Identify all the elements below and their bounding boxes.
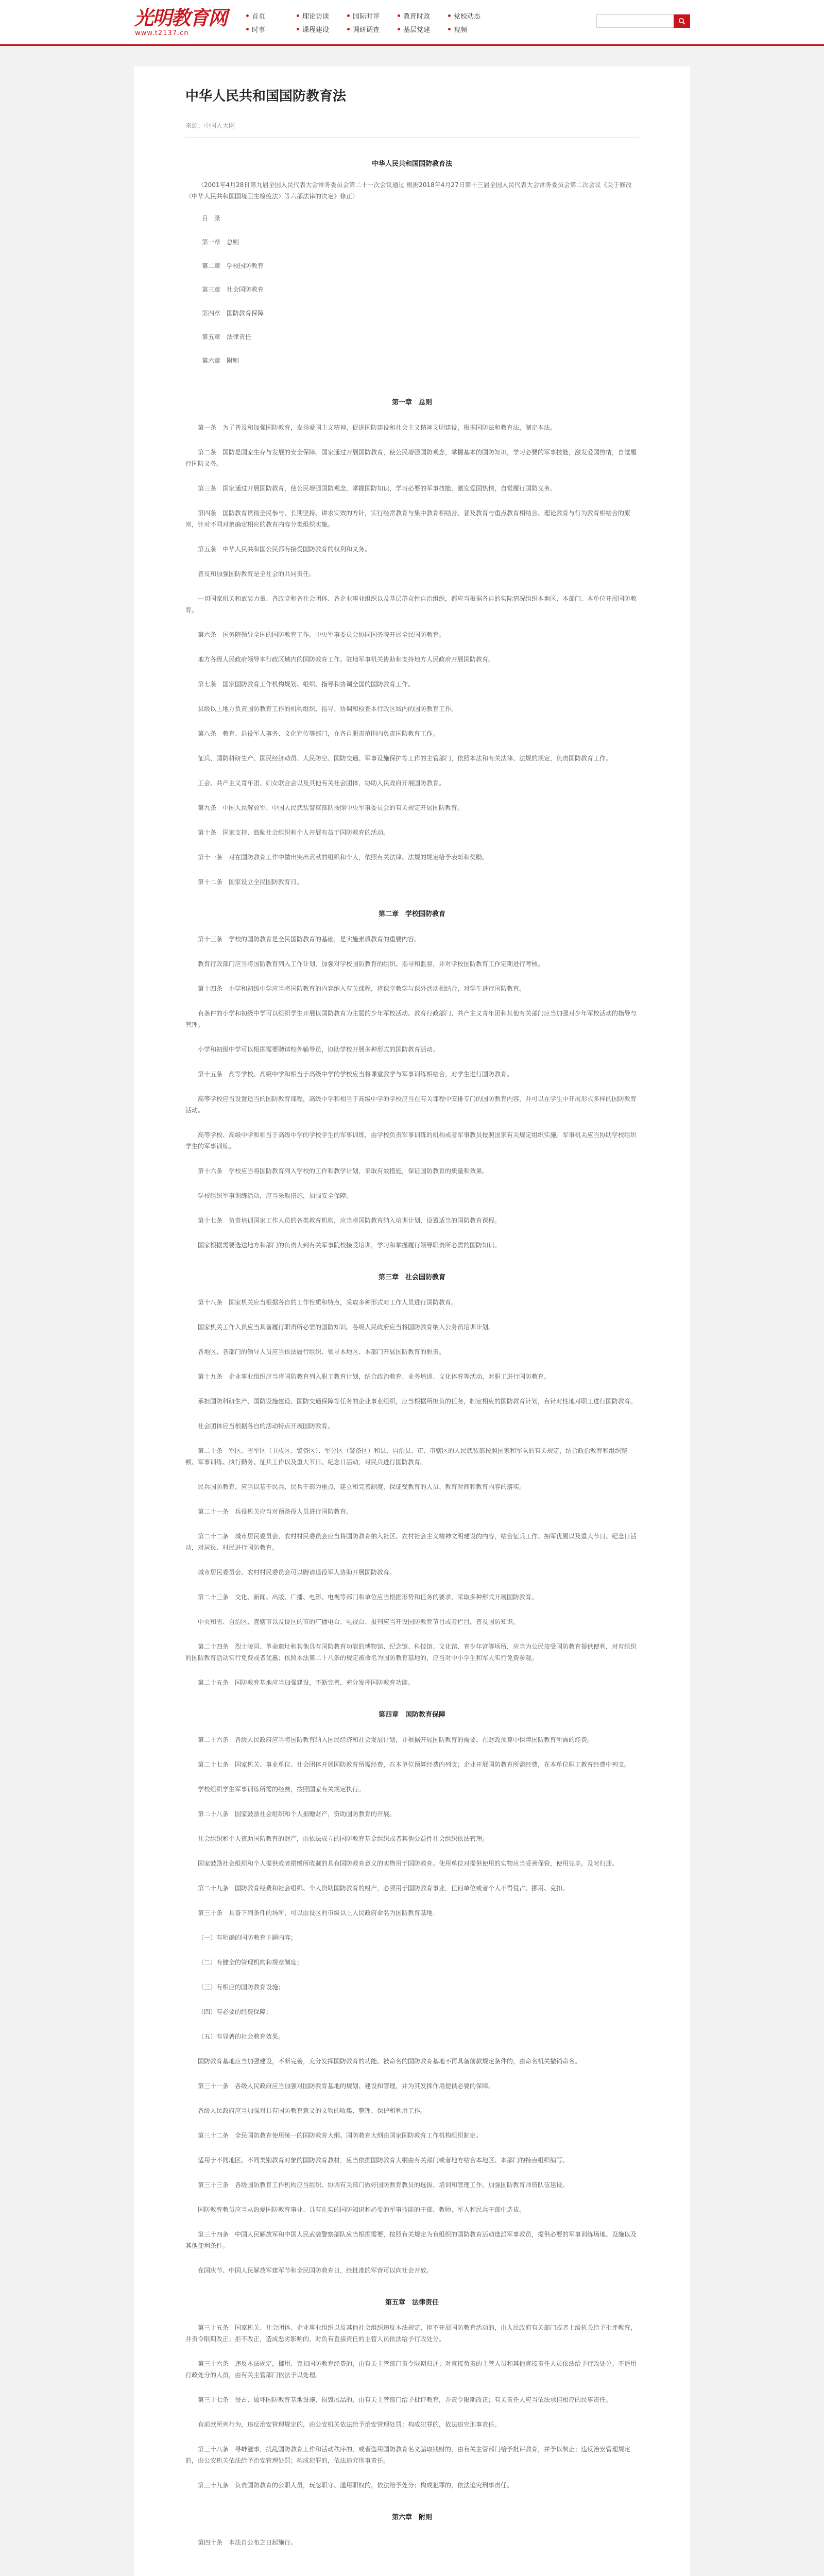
article-paragraph: 第三十条 具备下列条件的场所，可以由设区的市级以上人民政府命名为国防教育基地： [198, 1909, 439, 1917]
nav-item-courses[interactable] [297, 24, 343, 34]
article-paragraph: 第三十二条 全民国防教育使用统一的国防教育大纲。国防教育大纲由国家国防教育工作机构组织制定。 [198, 2132, 483, 2139]
bullet-icon [347, 14, 350, 17]
article-paragraph: 社会团体应当根据各自的活动特点开展国防教育。 [198, 1422, 334, 1430]
article-paragraph: 第十五条 高等学校、高级中学和相当于高级中学的学校应当将课堂教学与军事训练相结合，对学生进行国防教育。 [198, 1071, 513, 1078]
toc-item: 第六章 附则 [202, 357, 239, 364]
nav-item-home[interactable] [246, 10, 293, 21]
article-paragraph: 承担国防科研生产、国防设施建设、国防交通保障等任务的企业事业组织，应当根据所担负的任务，制定相应的国防教育计划，有针对性地对职工进行国防教育。 [198, 1398, 637, 1405]
article-paragraph: 第二十三条 文化、新闻、出版、广播、电影、电视等部门和单位应当根据形势和任务的要求，采取多种形式开展国防教育。 [198, 1594, 538, 1601]
chapter-title: 第三章 社会国防教育 [378, 1274, 445, 1281]
article-paragraph: 在国庆节、中国人民解放军建军节和全民国防教育日，经批准的军营可以向社会开放。 [198, 2267, 433, 2274]
bullet-icon [448, 14, 451, 17]
article-paragraph: 第二十九条 国防教育经费和社会组织、个人资助国防教育的财产，必须用于国防教育事业，任何单位或者个人不得侵占、挪用、克扣。 [198, 1885, 569, 1892]
article-paragraph: 适用于不同地区、不同类别教育对象的国防教育教材，应当依据国防教育大纲由有关部门或者地方结合本地区、本部门的特点组织编写。 [198, 2157, 569, 2164]
article-paragraph: 第三十五条 国家机关、社会团体、企业事业组织以及其他社会组织违反本法规定，拒不开展国防教育活动的，由人民政府有关部门或者上级机关给予批评教育，并责令限期改正；拒不改正，造成恶劣影响的，对负有直接责任的主管人员依法给予行政处分。 [185, 2324, 637, 2343]
search-input[interactable] [596, 14, 674, 28]
article-paragraph: 第十条 国家支持、鼓励社会组织和个人开展有益于国防教育的活动。 [198, 829, 390, 836]
article-paragraph: 第十二条 国家设立全民国防教育日。 [198, 878, 303, 886]
bullet-icon [347, 28, 350, 30]
article-paragraph: 第八条 教育、退役军人事务、文化宣传等部门，在各自职责范围内负责国防教育工作。 [198, 730, 439, 737]
article-paragraph: 普及和加强国防教育是全社会的共同责任。 [198, 570, 316, 578]
article-paragraph: 第三条 国家通过开展国防教育，使公民增强国防观念，掌握国防知识，学习必要的军事技能，激发爱国热情，自觉履行国防义务。 [198, 485, 557, 492]
nav-item-education[interactable] [398, 10, 444, 21]
article-paragraph: 城市居民委员会、农村村民委员会可以聘请退役军人协助开展国防教育。 [198, 1569, 396, 1576]
article-paragraph: 各级人民政府应当加强对具有国防教育意义的文物的收集、整理、保护和利用工作。 [198, 2107, 427, 2114]
article-paragraph: 第十九条 企业事业组织应当将国防教育列入职工教育计划，结合政治教育、业务培训、文化体育等活动，对职工进行国防教育。 [198, 1373, 551, 1380]
nav-item-current-affairs[interactable] [246, 24, 293, 34]
article-paragraph: 社会组织和个人资助国防教育的财产，由依法成立的国防教育基金组织或者其他公益性社会组织依法管理。 [198, 1835, 489, 1842]
search-button[interactable] [674, 14, 690, 28]
article-paragraph: （一）有明确的国防教育主题内容； [198, 1934, 297, 1941]
chapter-title: 第一章 总则 [391, 399, 432, 406]
nav-item-party-building[interactable] [398, 24, 444, 34]
article-paragraph: 第九条 中国人民解放军、中国人民武装警察部队按照中央军事委员会的有关规定开展国防教育。 [198, 804, 464, 811]
article-paragraph: 第七条 国家国防教育工作机构规划、组织、指导和协调全国的国防教育工作。 [198, 681, 415, 688]
header-inner [134, 0, 690, 44]
article-paragraph: 第三十四条 中国人民解放军和中国人民武装警察部队应当根据需要，按照有关规定为有组织的国防教育活动选派军事教员，提供必要的军事训练场地、设施以及其他便利条件。 [185, 2231, 637, 2249]
article-paragraph: （四）有必要的经费保障； [198, 2008, 272, 2015]
chapter-title: 第五章 法律责任 [385, 2299, 439, 2307]
article-paragraph: 国防教育教员应当从热爱国防教育事业、具有扎实的国防知识和必要的军事技能的干部、教师、军人和民兵干部中选拔。 [198, 2206, 526, 2213]
bullet-icon [398, 14, 400, 17]
article-container [134, 66, 690, 2576]
article-paragraph: 第五条 中华人民共和国公民都有接受国防教育的权利和义务。 [198, 546, 371, 553]
main-nav [246, 10, 494, 34]
article-paragraph: 国防教育基地应当加强建设，不断完善，充分发挥国防教育的功能。被命名的国防教育基地不再具备前款规定条件的，由命名机关撤销命名。 [198, 2058, 581, 2065]
article-paragraph: 第十六条 学校应当将国防教育列入学校的工作和教学计划，采取有效措施，保证国防教育的质量和效果。 [198, 1167, 489, 1175]
nav-label: 时事 [252, 26, 266, 34]
article-paragraph: 有条件的小学和初级中学可以组织学生开展以国防教育为主题的少年军校活动。教育行政部门、共产主义青年团和其他有关部门应当加强对少年军校活动的指导与管理。 [185, 1010, 637, 1028]
toc-item: 第三章 社会国防教育 [202, 286, 264, 293]
article-paragraph: 第三十七条 侵占、破坏国防教育基地设施、损毁展品的，由有关主管部门给予批评教育，并责令限期改正；有关责任人应当依法承担相应的民事责任。 [198, 2396, 612, 2403]
article-paragraph: （二）有健全的管理机构和规章制度； [198, 1959, 303, 1966]
logo-title: 光明教育网 [134, 6, 227, 29]
article-title: 中华人民共和国国防教育法 [185, 89, 347, 104]
article-paragraph: 第六条 国务院领导全国的国防教育工作。中央军事委员会协同国务院开展全民国防教育。 [198, 631, 445, 638]
article-paragraph: 第二十六条 各级人民政府应当将国防教育纳入国民经济和社会发展计划，并根据开展国防教育的需要，在财政预算中保障国防教育所需的经费。 [198, 1736, 594, 1743]
article-paragraph: 第二十二条 城市居民委员会、农村村民委员会应当将国防教育纳入社区、农村社会主义精神文明建设的内容，结合征兵工作、拥军优属以及重大节日、纪念日活动，对居民、村民进行国防教育。 [185, 1533, 637, 1551]
bullet-icon [246, 14, 249, 17]
nav-label: 国际时评 [353, 12, 380, 21]
nav-label: 基层党建 [403, 26, 431, 34]
article-paragraph: 第二十七条 国家机关、事业单位、社会团体开展国防教育所需经费，在本单位预算经费内列支；企业开展国防教育所需经费，在本单位职工教育经费中列支。 [198, 1761, 631, 1768]
logo-url: www.t2137.cn [135, 29, 189, 37]
article-paragraph: 高等学校、高级中学和相当于高级中学的学校学生的军事训练，由学校负责军事训练的机构或者军事教员按照国家有关规定组织实施。军事机关应当协助学校组织学生的军事训练。 [185, 1131, 637, 1150]
article-paragraph: 第三十九条 负责国防教育的公职人员，玩忽职守、滥用职权的，依法给予处分；构成犯罪的，依法追究刑事责任。 [198, 2482, 513, 2489]
nav-item-party-school[interactable] [448, 10, 494, 21]
header-divider [0, 44, 824, 46]
toc-heading: 目 录 [202, 215, 221, 222]
article-paragraph: 国家鼓励社会组织和个人提供或者捐赠所收藏的具有国防教育意义的实物用于国防教育。使用单位对提供使用的实物应当妥善保管，使用完毕，及时归还。 [198, 1860, 619, 1867]
nav-label: 教育时政 [403, 12, 431, 21]
article-paragraph: 小学和初级中学可以根据需要聘请校外辅导员，协助学校开展多种形式的国防教育活动。 [198, 1046, 439, 1053]
article-paragraph: 第十三条 学校的国防教育是全民国防教育的基础，是实施素质教育的重要内容。 [198, 936, 421, 943]
article-paragraph: 中央和省、自治区、直辖市以及设区的市的广播电台、电视台、报刊应当开设国防教育节目或者栏目，普及国防知识。 [198, 1618, 520, 1625]
article-paragraph: 第十七条 负责培训国家工作人员的各类教育机构，应当将国防教育纳入培训计划，设置适当的国防教育课程。 [198, 1217, 501, 1224]
article-paragraph: 第三十三条 各级国防教育工作机构应当组织、协调有关部门做好国防教育教员的选拔、培训和管理工作，加强国防教育师资队伍建设。 [198, 2181, 569, 2189]
article-paragraph: 第三十六条 违反本法规定，挪用、克扣国防教育经费的，由有关主管部门责令限期归还；对直接负责的主管人员和其他直接责任人员依法给予行政处分。不适用行政处分的人员，由有关主管部门依法予以处理。 [185, 2360, 637, 2379]
article-paragraph: 国家机关工作人员应当具备履行职责所必需的国防知识。各级人民政府应当将国防教育纳入公务员培训计划。 [198, 1324, 495, 1331]
article-paragraph: 国家根据需要选送地方和部门的负责人到有关军事院校接受培训，学习和掌握履行领导职责所必需的国防知识。 [198, 1242, 501, 1249]
bullet-icon [297, 28, 299, 30]
article-paragraph: 民兵国防教育，应当以基干民兵、民兵干部为重点，建立和完善制度，保证受教育的人员、教育时间和教育内容的落实。 [198, 1483, 526, 1490]
article-paragraph: 教育行政部门应当将国防教育列入工作计划，加强对学校国防教育的组织、指导和监督，并对学校国防教育工作定期进行考核。 [198, 960, 544, 968]
article-paragraph: 第二十八条 国家鼓励社会组织和个人捐赠财产，资助国防教育的开展。 [198, 1810, 396, 1818]
article-paragraph: 学校组织学生军事训练所需的经费，按照国家有关规定执行。 [198, 1786, 365, 1793]
nav-label: 课程建设 [302, 26, 330, 34]
chapter-title: 第六章 附则 [391, 2514, 432, 2521]
chapter [185, 2297, 639, 2491]
nav-item-video[interactable] [448, 24, 494, 34]
article-paragraph: （五）有显著的社会教育效果。 [198, 2033, 285, 2040]
article-paragraph: 第十一条 对在国防教育工作中做出突出贡献的组织和个人，依照有关法律、法规的规定给予表彰和奖励。 [198, 854, 489, 861]
site-logo[interactable] [134, 7, 237, 38]
nav-label: 视频 [454, 26, 468, 34]
article-paragraph: 地方各级人民政府领导本行政区域内的国防教育工作。驻地军事机关协助和支持地方人民政府开展国防教育。 [198, 656, 495, 663]
bullet-icon [246, 28, 249, 30]
bullet-icon [398, 28, 400, 30]
chapter [185, 2512, 639, 2548]
bullet-icon [297, 14, 299, 17]
nav-item-international[interactable] [347, 10, 393, 21]
article-paragraph: 第一条 为了普及和加强国防教育，发扬爱国主义精神，促进国防建设和社会主义精神文明建设，根据国防法和教育法，制定本法。 [198, 424, 557, 431]
chapter-title: 第二章 学校国防教育 [378, 910, 445, 918]
chapter [185, 1709, 639, 2276]
toc-item: 第一章 总则 [202, 239, 239, 246]
article-paragraph: 有前款所列行为，违反治安管理规定的，由公安机关依法给予治安管理处罚；构成犯罪的，依法追究刑事责任。 [198, 2421, 501, 2428]
toc-item: 第二章 学校国防教育 [202, 262, 264, 269]
article-paragraph: 第四十条 本法自公布之日起施行。 [198, 2539, 297, 2546]
search-box [596, 14, 690, 28]
chapter [185, 908, 639, 1251]
article-paragraph: 各地区、各部门的领导人员应当依法履行组织、领导本地区、本部门开展国防教育的职责。 [198, 1348, 445, 1355]
article-paragraph: 第十八条 国家机关应当根据各自的工作性质和特点，采取多种形式对工作人员进行国防教育。 [198, 1299, 458, 1306]
bullet-icon [448, 28, 451, 30]
nav-label: 调研调查 [353, 26, 380, 34]
article-paragraph: 第二十条 军区、省军区（卫戍区、警备区）、军分区（警备区）和县、自治县、市、市辖区的人民武装部按照国家和军队的有关规定，结合政治教育和组织整顿、军事训练、执行勤务、征兵工作以及重大节日、纪念日活动，对民兵进行国防教育。 [185, 1447, 628, 1466]
toc-item: 第五章 法律责任 [202, 333, 252, 341]
article-source: 来源：中国人大网 [185, 121, 639, 138]
nav-item-research[interactable] [347, 24, 393, 34]
article-paragraph: 第四条 国防教育贯彻全民参与、长期坚持、讲求实效的方针，实行经常教育与集中教育相结合、普及教育与重点教育相结合、理论教育与行为教育相结合的原则，针对不同对象确定相应的教育内容分类组织实施。 [185, 510, 631, 528]
article-paragraph: 第三十八条 寻衅滋事，扰乱国防教育工作和活动秩序的，或者盗用国防教育名义骗取钱财的，由有关主管部门给予批评教育，并予以制止；违反治安管理规定的，由公安机关依法给予治安管理处罚；构成犯罪的，依法追究刑事责任。 [185, 2446, 631, 2464]
article-paragraph: 学校组织军事训练活动，应当采取措施，加强安全保障。 [198, 1192, 353, 1199]
nav-label: 理论访谈 [302, 12, 330, 21]
nav-label: 党校动态 [454, 12, 481, 21]
chapter-title: 第四章 国防教育保障 [378, 1711, 445, 1719]
article-paragraph: 第十四条 小学和初级中学应当将国防教育的内容纳入有关课程，将课堂教学与课外活动相结合，对学生进行国防教育。 [198, 985, 526, 992]
article-paragraph: 第二十五条 国防教育基地应当加强建设，不断完善，充分发挥国防教育功能。 [198, 1679, 415, 1686]
toc-item: 第四章 国防教育保障 [202, 310, 264, 317]
article-paragraph: （三）有相应的国防教育设施； [198, 1984, 285, 1991]
article-paragraph: 征兵、国防科研生产、国民经济动员、人民防空、国防交通、军事设施保护等工作的主管部门，依照本法和有关法律、法规的规定，负责国防教育工作。 [198, 755, 612, 762]
law-intro: （2001年4月28日第九届全国人民代表大会常务委员会第二十一次会议通过 根据2018年4月27日第十三届全国人民代表大会常务委员会第二次会议《关于修改〈中华人民共和国国境卫生检疫法〉等六部法律的决定》修正） [185, 181, 632, 200]
article-paragraph: 工会、共产主义青年团、妇女联合会以及其他有关社会团体，协助人民政府开展国防教育。 [198, 779, 445, 787]
site-header [0, 0, 824, 44]
table-of-contents [185, 213, 639, 366]
chapter [185, 397, 639, 888]
search-icon [678, 18, 685, 25]
nav-label: 首页 [252, 12, 266, 21]
law-body [185, 397, 639, 2548]
article-paragraph: 县级以上地方负责国防教育工作的机构组织、指导、协调和检查本行政区域内的国防教育工作。 [198, 705, 458, 713]
article-paragraph: 第二十一条 兵役机关应当对预备役人员进行国防教育。 [198, 1508, 353, 1515]
law-heading: 中华人民共和国国防教育法 [371, 160, 452, 168]
nav-item-theory[interactable] [297, 10, 343, 21]
article-paragraph: 一切国家机关和武装力量、各政党和各社会团体、各企业事业组织以及基层群众性自治组织，都应当根据各自的实际情况组织本地区、本部门、本单位开展国防教育。 [185, 595, 637, 614]
chapter [185, 1272, 639, 1688]
article-paragraph: 第二条 国防是国家生存与发展的安全保障。国家通过开展国防教育，使公民增强国防观念，掌握基本的国防知识，学习必要的军事技能，激发爱国热情，自觉履行国防义务。 [185, 449, 637, 467]
article-paragraph: 第二十四条 烈士陵园、革命遗址和其他具有国防教育功能的博物馆、纪念馆、科技馆、文化馆、青少年宫等场所，应当为公民接受国防教育提供便利，对有组织的国防教育活动实行免费或者优惠；依照本法第二十八条的规定被命名为国防教育基地的，应当对中小学生和军人实行免费参观。 [185, 1643, 637, 1662]
article-paragraph: 高等学校应当设置适当的国防教育课程，高级中学和相当于高级中学的学校应当在有关课程中安排专门的国防教育内容，并可以在学生中开展形式多样的国防教育活动。 [185, 1095, 637, 1114]
article-paragraph: 第三十一条 各级人民政府应当加强对国防教育基地的规划、建设和管理，并为其发挥作用提供必要的保障。 [198, 2082, 495, 2090]
